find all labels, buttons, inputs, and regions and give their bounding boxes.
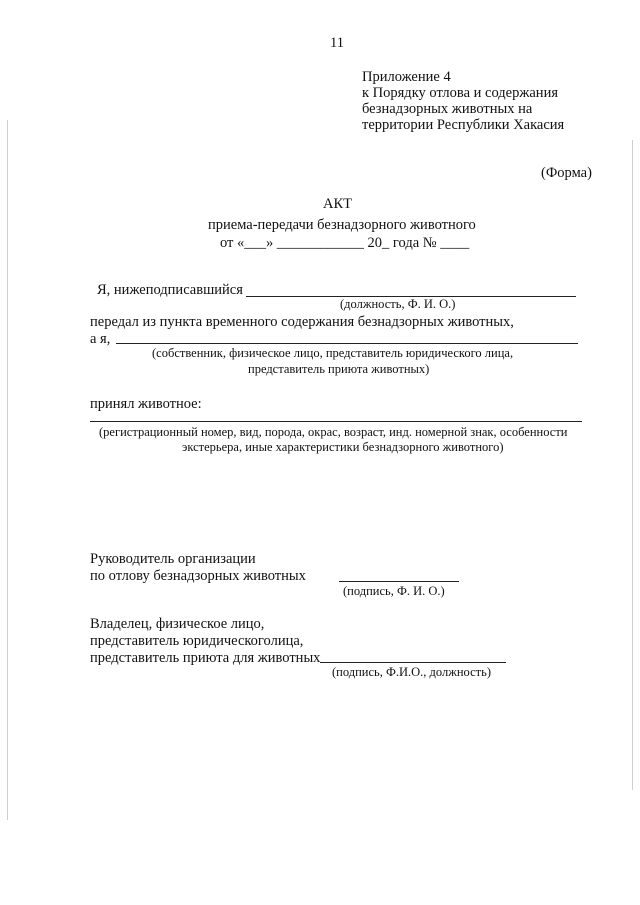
head-signature-blank — [339, 581, 459, 582]
act-title: АКТ — [323, 196, 352, 212]
page-number: 11 — [330, 35, 344, 51]
received-label: принял животное: — [90, 396, 202, 412]
owner-signature-caption: (подпись, Ф.И.О., должность) — [332, 665, 491, 679]
received-caption-1: (регистрационный номер, вид, порода, окрас, возраст, инд. номерной знак, особенности — [99, 425, 568, 439]
scan-edge-right — [632, 140, 633, 790]
head-signature-caption: (подпись, Ф. И. О.) — [343, 584, 445, 598]
scan-edge-left — [7, 120, 8, 820]
appendix-line-4: территории Республики Хакасия — [362, 117, 565, 133]
transferred-caption-2: представитель приюта животных) — [248, 362, 430, 376]
transferred-caption-1: (собственник, физическое лицо, представитель юридического лица, — [152, 346, 514, 360]
animal-description-line — [90, 421, 582, 422]
appendix-line-2: к Порядку отлова и содержания — [362, 85, 558, 101]
undersigned-label: Я, нижеподписавшийся — [97, 282, 243, 298]
head-signature-line-2: по отлову безнадзорных животных — [90, 568, 306, 584]
owner-signature-line-1: Владелец, физическое лицо, — [90, 616, 265, 632]
form-label: (Форма) — [541, 165, 592, 181]
appendix-line-3: безнадзорных животных на — [362, 101, 533, 117]
owner-signature-line-2: представитель юридическоголица, — [90, 633, 304, 649]
undersigned-caption: (должность, Ф. И. О.) — [340, 297, 456, 311]
owner-signature-blank — [320, 662, 506, 663]
owner-signature-line-3: представитель приюта для животных — [90, 650, 321, 666]
transferred-text: передал из пункта временного содержания безнадзорных животных, — [90, 314, 514, 330]
act-date-line: от «___» ____________ 20_ года № ____ — [220, 235, 470, 251]
recipient-line — [116, 343, 578, 344]
and-i-label: а я, — [90, 331, 111, 347]
received-caption-2: экстерьера, иные характеристики безнадзорного животного) — [182, 440, 504, 454]
act-subtitle: приема-передачи безнадзорного животного — [208, 217, 476, 233]
appendix-line-1: Приложение 4 — [362, 69, 451, 85]
head-signature-line-1: Руководитель организации — [90, 551, 256, 567]
